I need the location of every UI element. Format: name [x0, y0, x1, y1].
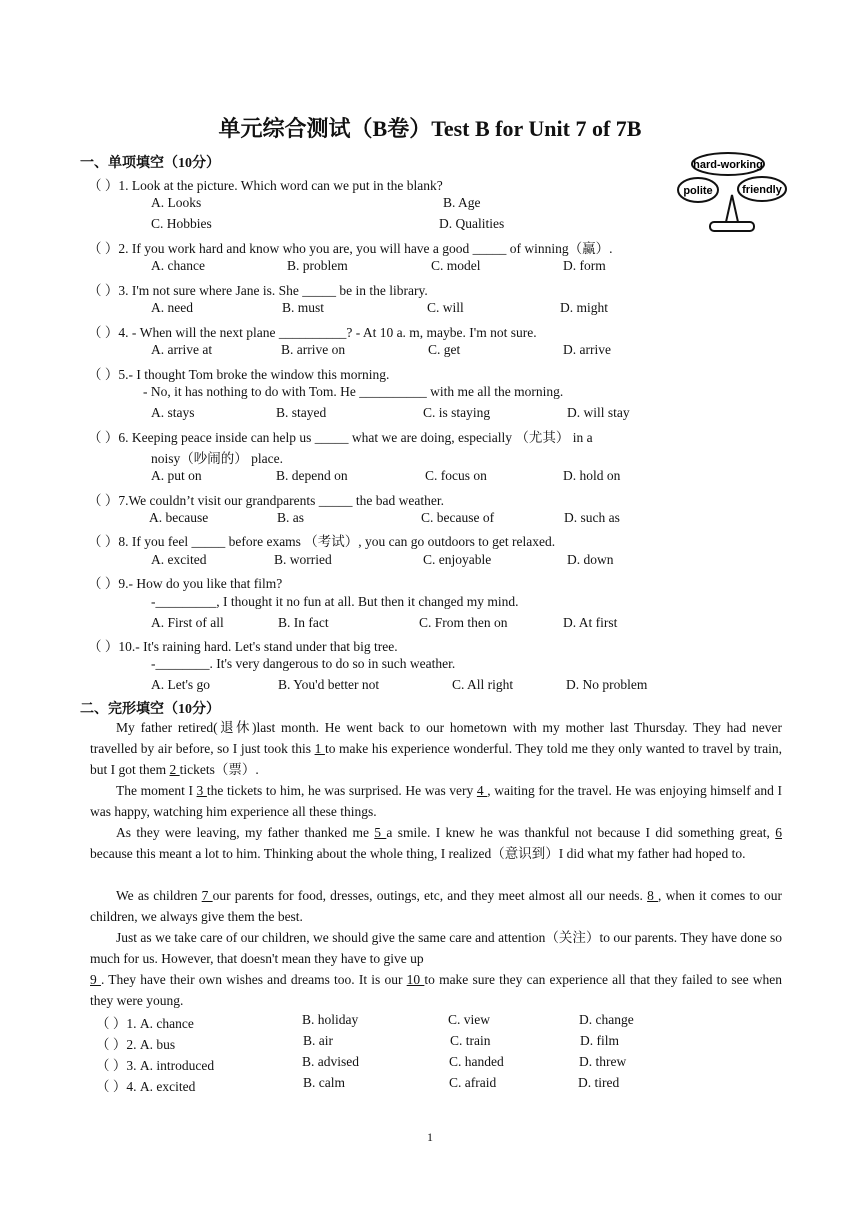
option: B. You'd better not	[278, 677, 380, 692]
option: B. In fact	[278, 615, 329, 630]
option: B. air	[303, 1033, 333, 1048]
picture-word-friendly: friendly	[742, 184, 782, 196]
cloze-question-4: （ ）4. A. excited	[96, 1079, 196, 1094]
option: C. train	[450, 1033, 491, 1048]
option: A. First of all	[151, 615, 224, 630]
option: D. hold on	[563, 468, 621, 483]
option: B. holiday	[302, 1012, 359, 1027]
option: B. calm	[303, 1075, 345, 1090]
option: B. as	[277, 510, 304, 525]
question-1: （ ）1. Look at the picture. Which word can we put in the blank?	[88, 178, 443, 193]
option: D. arrive	[563, 342, 611, 357]
option: C. Hobbies	[151, 216, 212, 231]
option: B. advised	[302, 1054, 359, 1069]
option: D. No problem	[566, 677, 648, 692]
option: D. down	[567, 552, 614, 567]
cloze-blank-6: 6	[775, 825, 782, 840]
option: C. model	[431, 258, 481, 273]
option: C. afraid	[449, 1075, 497, 1090]
option: A. chance	[151, 258, 205, 273]
option: A. Looks	[151, 195, 202, 210]
cloze-paragraph-3: As they were leaving, my father thanked me 5 a smile. I knew he was thankful not because I did something great, 6 because this meant a lot to him. Thinking about the whole thing, I realized（意识到）I did what my father had hoped to.	[90, 825, 782, 861]
option: C. All right	[452, 677, 514, 692]
option: D. will stay	[567, 405, 630, 420]
option: A. stays	[151, 405, 195, 420]
option: B. problem	[287, 258, 348, 273]
cloze-blank-8: 8	[647, 888, 659, 903]
option: D. Qualities	[439, 216, 505, 231]
question-5: （ ）5.- I thought Tom broke the window this morning.	[88, 367, 390, 382]
question-8: （ ）8. If you feel _____ before exams （考试）, you can go outdoors to get relaxed.	[88, 534, 556, 549]
option: B. arrive on	[281, 342, 346, 357]
question-6: （ ）6. Keeping peace inside can help us _____ what we are doing, especially （尤其） in a	[88, 430, 593, 445]
option: B. stayed	[276, 405, 327, 420]
option: C. because of	[421, 510, 495, 525]
question-10-line2: -________. It's very dangerous to do so in such weather.	[151, 656, 456, 671]
cloze-blank-1: 1	[314, 741, 325, 756]
question-9: （ ）9.- How do you like that film?	[88, 576, 283, 591]
cloze-paragraph-2: The moment I 3 the tickets to him, he was surprised. He was very 4 , waiting for the travel. He was enjoying himself and I was happy, watching him experience all these things.	[90, 783, 782, 819]
option: B. Age	[443, 195, 481, 210]
option: D. tired	[578, 1075, 620, 1090]
cloze-blank-10: 10	[406, 972, 425, 987]
cloze-blank-7: 7	[201, 888, 213, 903]
option: B. must	[282, 300, 325, 315]
cloze-question-3: （ ）3. A. introduced	[96, 1058, 215, 1073]
option: C. From then on	[419, 615, 508, 630]
qualities-tree-picture	[676, 150, 788, 234]
option: C. enjoyable	[423, 552, 492, 567]
question-3: （ ）3. I'm not sure where Jane is. She _____ be in the library.	[88, 283, 428, 298]
picture-word-polite: polite	[683, 185, 713, 197]
cloze-paragraph-5: Just as we take care of our children, we should give the same care and attention（关注）to our parents. They have done so much for us. However, that doesn't mean they have to give up	[90, 930, 782, 966]
option: C. is staying	[423, 405, 491, 420]
option: C. focus on	[425, 468, 487, 483]
option: D. film	[580, 1033, 619, 1048]
question-2: （ ）2. If you work hard and know who you are, you will have a good _____ of winning（赢）.	[88, 241, 613, 256]
question-6-line2: noisy（吵闹的） place.	[151, 451, 283, 466]
cloze-question-2: （ ）2. A. bus	[96, 1037, 176, 1052]
cloze-blank-3: 3	[196, 783, 207, 798]
question-9-line2: -_________, I thought it no fun at all. But then it changed my mind.	[151, 594, 519, 609]
section2-heading: 二、完形填空（10分）	[80, 702, 220, 717]
option: A. need	[151, 300, 193, 315]
option: D. form	[563, 258, 606, 273]
option: D. might	[560, 300, 609, 315]
question-7: （ ）7.We couldn’t visit our grandparents _____ the bad weather.	[88, 493, 444, 508]
option: D. such as	[564, 510, 620, 525]
question-4: （ ）4. - When will the next plane __________? - At 10 a. m, maybe. I'm not sure.	[88, 325, 537, 340]
cloze-paragraph-4: We as children 7 our parents for food, dresses, outings, etc, and they meet almost all our needs. 8 , when it comes to our children, we always give them the best.	[90, 888, 783, 924]
option: B. depend on	[276, 468, 348, 483]
cloze-blank-2: 2	[169, 762, 180, 777]
question-5-line2: - No, it has nothing to do with Tom. He __________ with me all the morning.	[143, 384, 564, 399]
section1-heading: 一、单项填空（10分）	[80, 156, 220, 171]
question-10: （ ）10.- It's raining hard. Let's stand under that big tree.	[88, 639, 398, 654]
option: C. get	[428, 342, 461, 357]
option: D. change	[579, 1012, 634, 1027]
cloze-blank-9: 9	[90, 972, 101, 987]
option: D. At first	[563, 615, 618, 630]
picture-word-hard-working: hard-working	[693, 159, 763, 171]
option: C. will	[427, 300, 464, 315]
option: A. put on	[151, 468, 202, 483]
cloze-blank-4: 4	[476, 783, 488, 798]
option: C. handed	[449, 1054, 504, 1069]
option: B. worried	[274, 552, 332, 567]
cloze-blank-5: 5	[374, 825, 387, 840]
option: A. Let's go	[151, 677, 211, 692]
cloze-question-1: （ ）1. A. chance	[96, 1016, 194, 1031]
option: D. threw	[579, 1054, 627, 1069]
option: A. because	[149, 510, 209, 525]
page-title: 单元综合测试（B卷）Test B for Unit 7 of 7B	[218, 116, 642, 141]
option: A. excited	[151, 552, 207, 567]
cloze-paragraph-1: My father retired(退休)last month. He went back to our hometown with my mother last Thursday. They had never travelled by air before, so I just took this 1 to make his experience wonderful. They told me they only wanted to travel by train, but I got them 2 tickets（票）.	[90, 720, 782, 777]
option: C. view	[448, 1012, 490, 1027]
page-number: 1	[427, 1130, 433, 1144]
cloze-paragraph-6: 9 . They have their own wishes and dreams too. It is our 10 to make sure they can experience all that they failed to see when they were young.	[90, 972, 783, 1008]
option: A. arrive at	[151, 342, 213, 357]
